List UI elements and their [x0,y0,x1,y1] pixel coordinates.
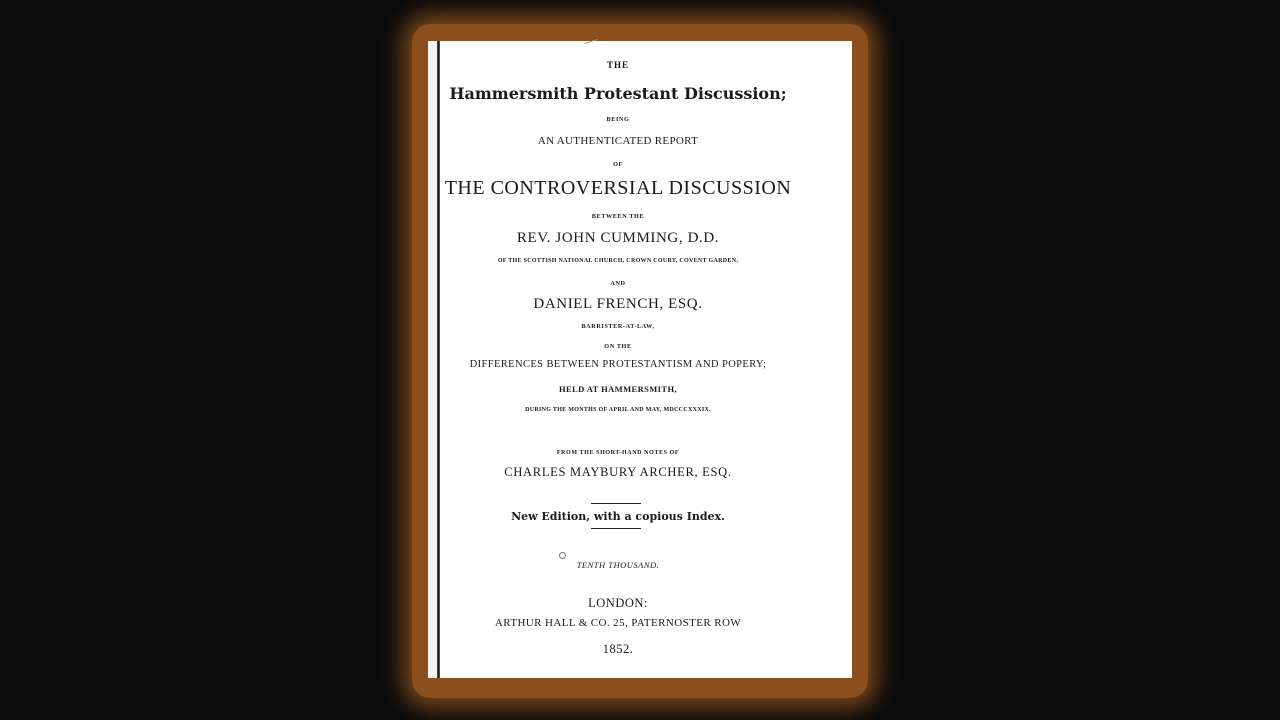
printing-line: TENTH THOUSAND. [576,560,660,570]
speaker1-affiliation: OF THE SCOTTISH NATIONAL CHURCH, CROWN COURT, COVENT GARDEN, [497,258,739,264]
speaker2-title: BARRISTER-AT-LAW, [581,323,655,330]
dates-line: DURING THE MONTHS OF APRIL AND MAY, MDCCCXXXIX. [525,407,711,413]
title-the: THE [606,60,629,70]
publisher-line: ARTHUR HALL & CO. 25, PATERNOSTER ROW [494,617,742,629]
speaker2-name: DANIEL FRENCH, ESQ. [533,296,703,312]
on-the-label: ON THE [604,343,632,350]
edition-rule-bottom [591,528,641,529]
from-notes-label: FROM THE SHORT-HAND NOTES OF [556,450,680,456]
authenticated-report: AN AUTHENTICATED REPORT [537,135,699,147]
between-the-label: BETWEEN THE [591,213,645,220]
reporter-name: CHARLES MAYBURY ARCHER, ESQ. [504,465,732,479]
year-line: 1852. [602,642,634,656]
of-label: OF [613,161,623,168]
subject-line: DIFFERENCES BETWEEN PROTESTANTISM AND POPERY; [469,359,767,370]
controversial-discussion-heading: THE CONTROVERSIAL DISCUSSION [444,177,792,199]
title-page [428,41,852,678]
main-title: Hammersmith Protestant Discussion; [449,84,787,103]
edition-line: New Edition, with a copious Index. [511,510,725,523]
edition-rule-top [591,503,641,504]
ink-spot [559,552,566,559]
held-at-line: HELD AT HAMMERSMITH, [559,384,677,394]
and-label: AND [610,280,626,287]
being-label: BEING [606,116,630,123]
speaker1-name: REV. JOHN CUMMING, D.D. [516,230,720,246]
city-line: LONDON: [588,596,648,610]
